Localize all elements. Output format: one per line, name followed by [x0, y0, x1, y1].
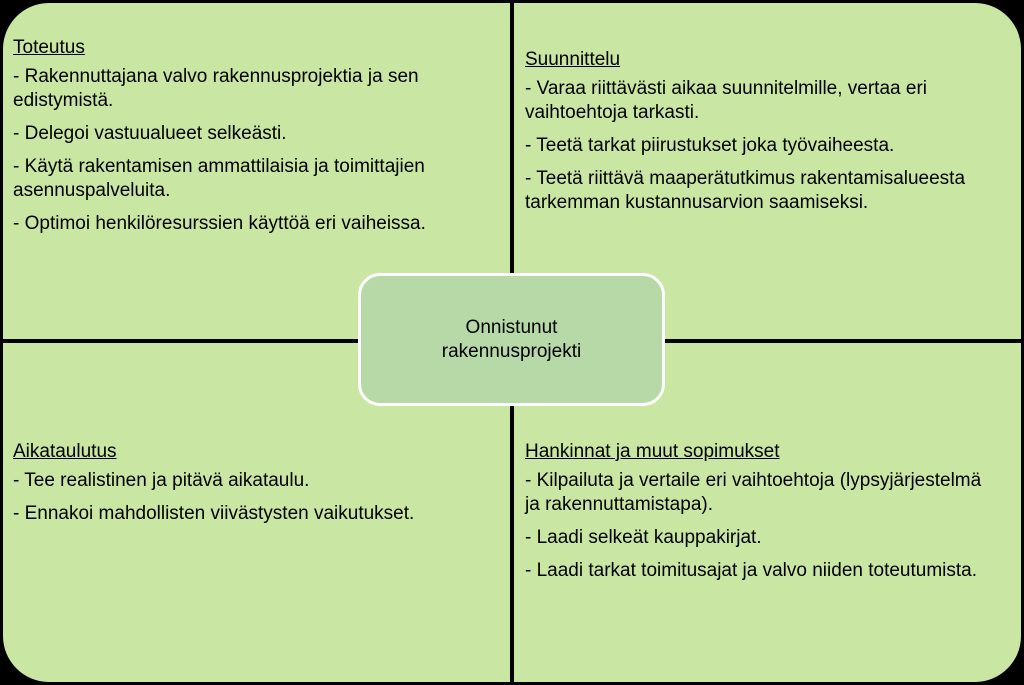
bullet-list: [525, 77, 995, 215]
list-item: - Optimoi henkilöresurssien käyttöä eri vaiheissa.: [13, 213, 426, 234]
list-item: - Kilpailuta ja vertaile eri vaihtoehtoja (lypsyjärjestelmä ja rakennuttamistapa).: [525, 470, 982, 515]
list-item: - Laadi tarkat toimitusajat ja valvo niiden toteutumista.: [525, 560, 978, 581]
section-title: Aikataulutus: [13, 441, 117, 462]
center-label: Onnistunut rakennusprojekti: [441, 316, 582, 362]
center-node: [358, 273, 665, 406]
list-item: - Rakennuttajana valvo rakennusprojektia ja sen edistymistä.: [13, 66, 419, 111]
bullet-list: [13, 65, 483, 236]
list-item: - Tee realistinen ja pitävä aikataulu.: [13, 470, 310, 491]
bullet-list: [13, 469, 483, 526]
quadrant-content: [13, 440, 483, 535]
list-item: - Varaa riittävästi aikaa suunnitelmille, vertaa eri vaihtoehtoja tarkasti.: [525, 78, 927, 123]
section-title: Toteutus: [13, 37, 85, 58]
quadrant-content: [525, 440, 995, 592]
quadrant-content: [525, 48, 995, 224]
list-item: - Teetä tarkat piirustukset joka työvaiheesta.: [525, 135, 895, 156]
list-item: - Ennakoi mahdollisten viivästysten vaikutukset.: [13, 503, 415, 524]
list-item: - Delegoi vastuualueet selkeästi.: [13, 123, 287, 144]
bullet-list: [525, 469, 995, 583]
list-item: - Teetä riittävä maaperätutkimus rakentamisalueesta tarkemman kustannusarvion saamiseksi.: [525, 168, 966, 213]
list-item: - Laadi selkeät kauppakirjat.: [525, 527, 762, 548]
list-item: - Käytä rakentamisen ammattilaisia ja toimittajien asennuspalveluita.: [13, 156, 425, 201]
section-title: Suunnittelu: [525, 49, 621, 70]
section-title: Hankinnat ja muut sopimukset: [525, 441, 780, 462]
quadrant-content: [13, 36, 483, 245]
